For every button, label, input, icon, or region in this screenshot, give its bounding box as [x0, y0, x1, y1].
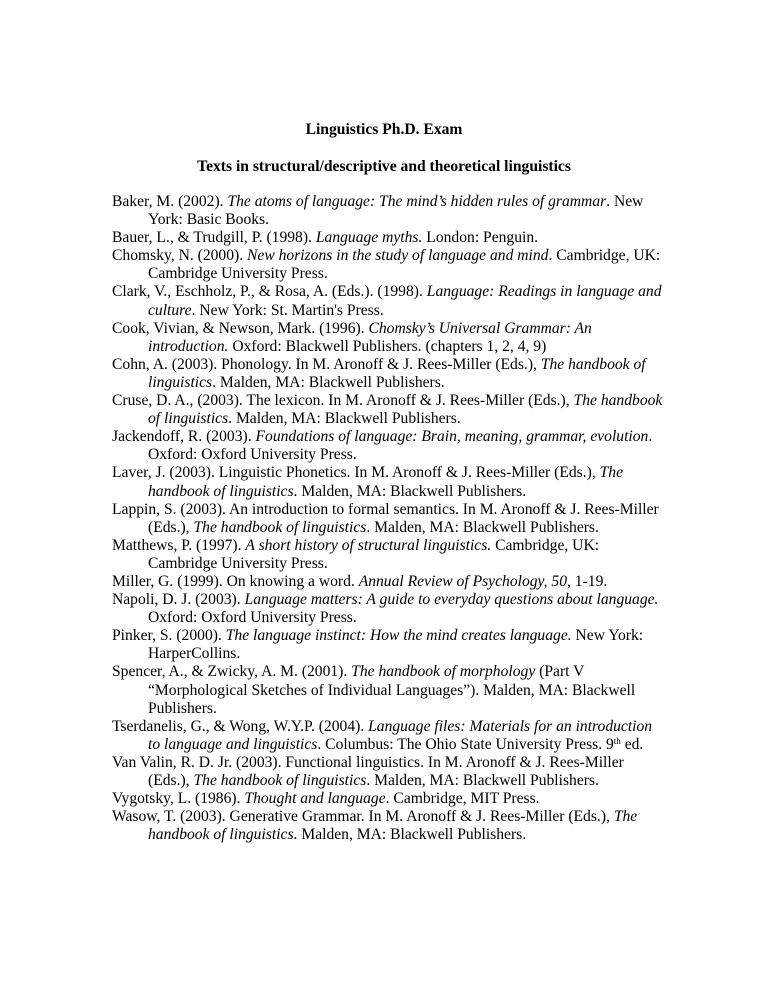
reference-text: Cambridge, UK: Cambridge University Press.	[148, 536, 600, 572]
reference-text: 1-19.	[570, 572, 608, 590]
reference-entry	[112, 392, 664, 428]
reference-text: . New York: St. Martin's Press.	[191, 301, 384, 319]
reference-text: Van Valin, R. D. Jr. (2003). Functional linguistics. In M. Aronoff & J. Rees-Miller (Eds.),	[112, 753, 624, 789]
reference-text: . New York: Basic Books.	[148, 193, 644, 229]
reference-text: Matthews, P. (1997).	[112, 536, 246, 554]
reference-text: Cruse, D. A., (2003). The lexicon. In M. Aronoff & J. Rees-Miller (Eds.),	[112, 392, 574, 410]
reference-text: . Malden, MA: Blackwell Publishers.	[293, 826, 527, 844]
reference-text: London: Penguin.	[422, 229, 539, 247]
reference-text: New York: HarperCollins.	[148, 627, 644, 663]
reference-text: Cook, Vivian, & Newson, Mark. (1996).	[112, 319, 369, 337]
reference-entry	[112, 663, 664, 717]
reference-title: The handbook of linguistics	[148, 355, 646, 391]
reference-title: The handbook of linguistics	[193, 772, 367, 789]
reference-text: Tserdanelis, G., & Wong, W.Y.P. (2004).	[112, 717, 369, 735]
reference-text: . Columbus: The Ohio State University Press. 9	[317, 735, 614, 753]
reference-text: Napoli, D. J. (2003).	[112, 591, 245, 609]
reference-text: . Malden, MA: Blackwell Publishers.	[293, 482, 527, 500]
reference-text: . Malden, MA: Blackwell Publishers.	[212, 373, 445, 391]
reference-title: Thought and language	[244, 790, 386, 808]
reference-title: The handbook of linguistics	[148, 808, 638, 844]
reference-title: The handbook of linguistics	[148, 464, 624, 500]
reference-entry	[112, 790, 664, 808]
reference-text: Lappin, S. (2003). An introduction to formal semantics. In M. Aronoff & J. Rees-Miller (Eds.),	[112, 500, 659, 536]
reference-entry	[112, 573, 664, 591]
reference-text: Pinker, S. (2000).	[112, 627, 226, 645]
reference-text: Oxford: Blackwell Publishers. (chapters 1, 2, 4, 9)	[228, 337, 547, 355]
reference-entry	[112, 808, 664, 844]
reference-entry	[112, 229, 664, 247]
reference-entry	[112, 501, 664, 537]
exam-title: Linguistics Ph.D. Exam	[305, 121, 463, 138]
reference-entry	[112, 283, 664, 319]
reference-title: The atoms of language: The mind’s hidden rules of grammar	[227, 193, 607, 210]
reference-entry	[112, 627, 664, 663]
reference-entry	[112, 718, 664, 754]
reference-title: A short history of structural linguistics.	[245, 536, 492, 554]
reference-text: Clark, V., Eschholz, P., & Rosa, A. (Eds.). (1998).	[112, 283, 427, 301]
reference-entry	[112, 537, 664, 573]
reference-text: Spencer, A., & Zwicky, A. M. (2001).	[112, 663, 352, 681]
reference-entry	[112, 464, 664, 500]
reference-text: ed.	[620, 735, 644, 753]
reference-text: Bauer, L., & Trudgill, P. (1998).	[112, 229, 316, 247]
reference-text: . Oxford: Oxford University Press.	[148, 428, 653, 464]
reference-title: Language myths.	[315, 229, 423, 247]
reference-text: . Malden, MA: Blackwell Publishers.	[228, 410, 461, 428]
reference-title: Chomsky’s Universal Grammar: An introduction.	[148, 319, 592, 355]
reference-title: The handbook of linguistics	[148, 392, 663, 428]
ordinal-suffix: th	[613, 735, 621, 746]
reference-text: Oxford: Oxford University Press.	[148, 609, 357, 627]
reference-text: Miller, G. (1999). On knowing a word.	[112, 572, 359, 590]
reference-text: . Cambridge, MIT Press.	[385, 790, 540, 808]
reference-title: New horizons in the study of language and mind	[247, 247, 549, 265]
reference-text: Cohn, A. (2003). Phonology. In M. Aronoff & J. Rees-Miller (Eds.),	[112, 355, 541, 373]
reference-text: Vygotsky, L. (1986).	[112, 790, 245, 808]
reference-text: Baker, M. (2002).	[112, 193, 228, 210]
reference-title: The handbook of linguistics	[193, 518, 367, 536]
reference-text: (Part V “Morphological Sketches of Individual Languages”). Malden, MA: Blackwell Publishers.	[148, 663, 636, 717]
reference-entry	[112, 754, 664, 790]
reference-title: Language matters: A guide to everyday questions about language.	[244, 591, 659, 609]
reference-entry	[112, 591, 664, 627]
reference-list	[112, 193, 664, 844]
reference-title: The handbook of morphology	[351, 663, 536, 681]
reference-title: The language instinct: How the mind creates language.	[225, 627, 572, 645]
section-subtitle: Texts in structural/descriptive and theoretical linguistics	[197, 158, 571, 175]
reference-text: Laver, J. (2003). Linguistic Phonetics. In M. Aronoff & J. Rees-Miller (Eds.),	[112, 464, 600, 482]
reference-entry	[112, 356, 664, 392]
reference-title: Language files: Materials for an introduction to language and linguistics	[148, 717, 653, 753]
reference-title: Foundations of language: Brain, meaning, grammar, evolution	[255, 428, 649, 446]
reference-text: Chomsky, N. (2000).	[112, 247, 247, 265]
reference-text: . Malden, MA: Blackwell Publishers.	[366, 518, 599, 536]
reference-entry	[112, 247, 664, 283]
reference-entry	[112, 193, 664, 229]
reference-text: Wasow, T. (2003). Generative Grammar. In M. Aronoff & J. Rees-Miller (Eds.),	[112, 808, 614, 826]
reference-entry	[112, 428, 664, 464]
reference-entry	[112, 320, 664, 356]
reference-title: Language: Readings in language and culture	[148, 283, 662, 319]
reference-text: . Malden, MA: Blackwell Publishers.	[366, 772, 599, 789]
reference-text: Jackendoff, R. (2003).	[112, 428, 256, 446]
reference-text: . Cambridge, UK: Cambridge University Press.	[148, 247, 661, 283]
reference-title: Annual Review of Psychology, 50,	[358, 572, 571, 590]
